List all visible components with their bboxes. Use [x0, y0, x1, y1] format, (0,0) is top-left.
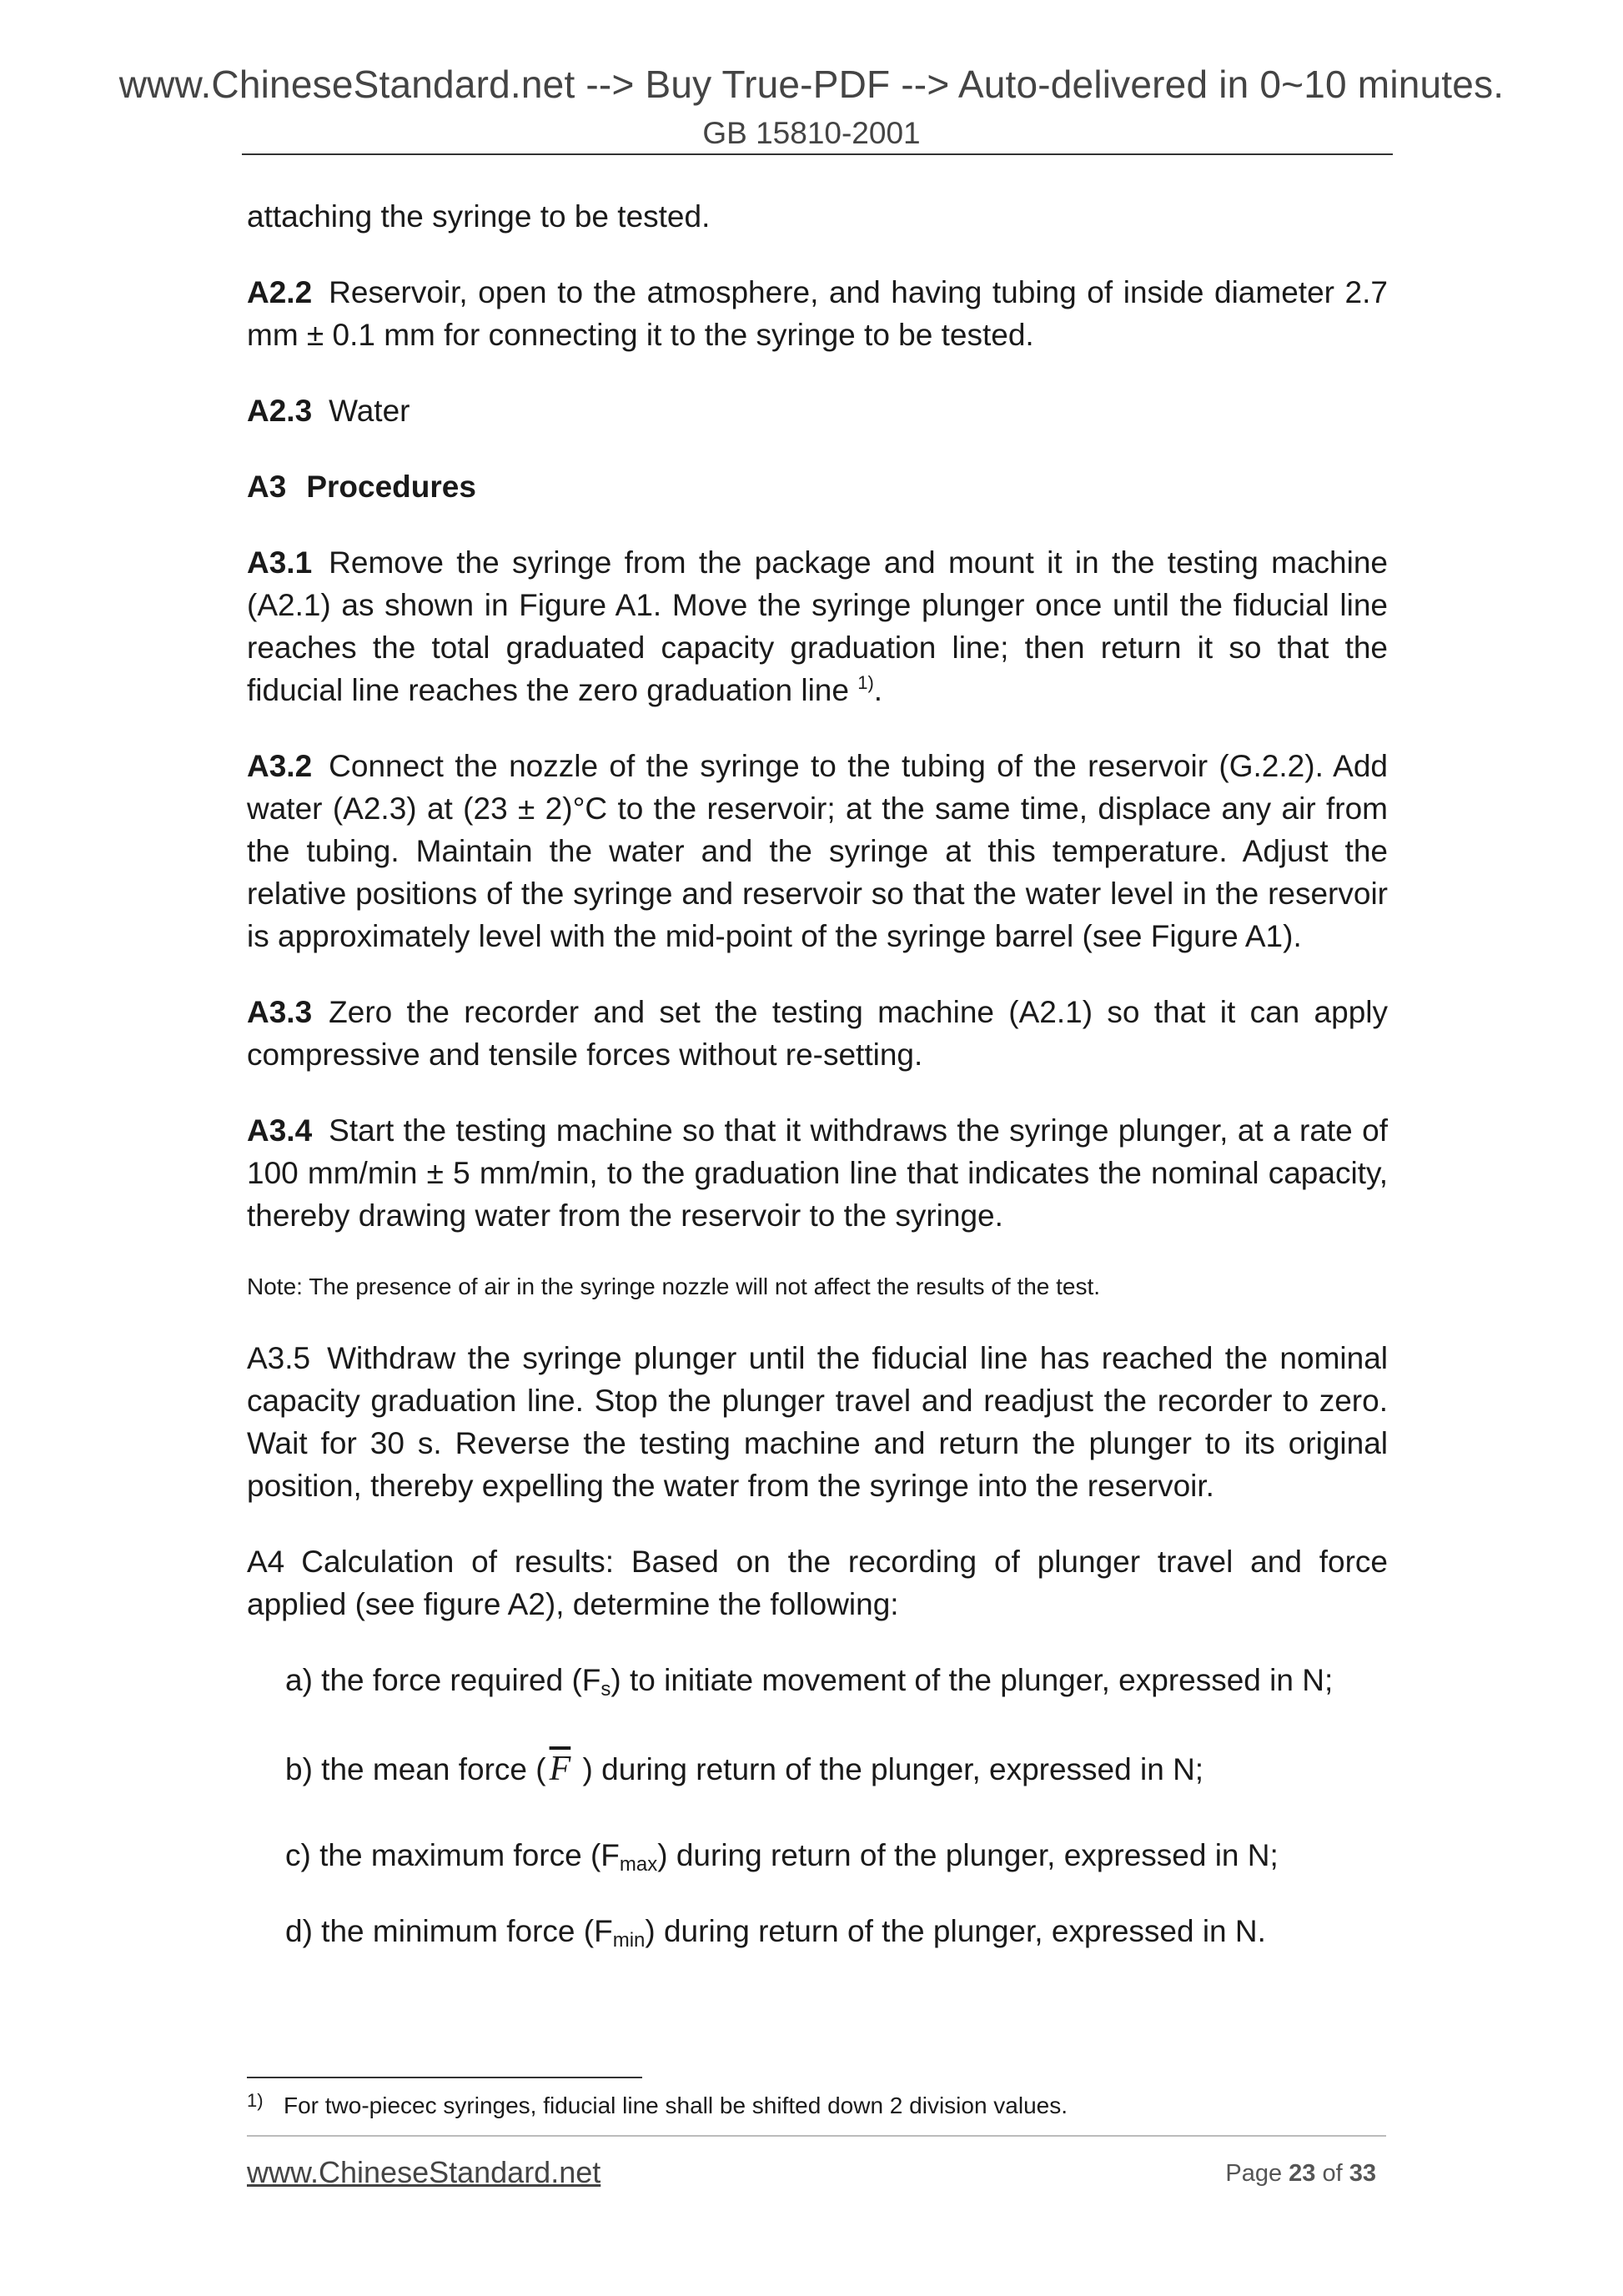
header-divider	[242, 153, 1393, 155]
clause-a2-3	[247, 389, 1388, 432]
list-text: ) during return of the plunger, expressed in N.	[645, 1914, 1266, 1948]
clause-label: A3.5	[247, 1341, 311, 1375]
page-of: of	[1322, 2160, 1343, 2187]
page-number	[1225, 2160, 1376, 2188]
footnote-mark: 1)	[247, 2090, 264, 2111]
footer-divider	[247, 2135, 1386, 2137]
site-banner: www.ChineseStandard.net --> Buy True-PDF --> Auto-delivered in 0~10 minutes.	[118, 63, 1505, 106]
clause-a2-2	[247, 271, 1388, 356]
list-item-a	[247, 1659, 1388, 1701]
clause-text: Zero the recorder and set the testing machine (A2.1) so that it can apply compressive and tensile forces without re-setting.	[247, 995, 1388, 1072]
list-text: ) during return of the plunger, expressed in N;	[657, 1838, 1279, 1872]
footnote-reference: 1)	[857, 672, 874, 693]
page-total: 33	[1349, 2160, 1376, 2187]
list-text: b) the mean force (	[285, 1752, 546, 1786]
list-text: ) during return of the plunger, expressed in N;	[574, 1752, 1204, 1786]
page-current: 23	[1289, 2160, 1316, 2187]
clause-label: A2.2	[247, 275, 313, 309]
clause-a3-2	[247, 745, 1388, 957]
subscript: max	[619, 1853, 658, 1876]
clause-label: A3.1	[247, 545, 313, 580]
subscript: s	[600, 1678, 611, 1701]
clause-label: A3.2	[247, 749, 313, 783]
footnote	[247, 2085, 1068, 2122]
clause-text: Remove the syringe from the package and mount it in the testing machine (A2.1) as shown in Figure A1. Move the syringe plunger once until the fiducial line reaches the total graduated capacity graduation line; then return it so that the fiducial line reaches the zero graduation line	[247, 545, 1388, 707]
clause-text: Withdraw the syringe plunger until the fiducial line has reached the nominal capacity graduation line. Stop the plunger travel and readjust the recorder to zero. Wait for 30 s. Reverse the testing machine and return the plunger to its original position, thereby expelling the water from the syringe into the reservoir.	[247, 1341, 1388, 1503]
clause-label: A2.3	[247, 394, 313, 428]
clause-a3-1	[247, 541, 1388, 711]
list-text: d) the minimum force (F	[285, 1914, 613, 1948]
clause-text: Connect the nozzle of the syringe to the tubing of the reservoir (G.2.2). Add water (A2.3) at (23 ± 2)°C to the reservoir; at the same time, displace any air from the tubing. Maintain the water and the syringe at this temperature. Adjust the relative positions of the syringe and reservoir so that the water level in the reservoir is approximately level with the mid-point of the syringe barrel (see Figure A1).	[247, 749, 1388, 953]
list-item-b	[247, 1748, 1388, 1791]
note: Note: The presence of air in the syringe nozzle will not affect the results of the test.	[247, 1274, 1101, 1299]
clause-text-end: .	[873, 673, 883, 707]
clause-a3-3	[247, 991, 1388, 1076]
list-text: a) the force required (F	[285, 1663, 601, 1697]
clause-text: Water	[329, 394, 410, 428]
footer-site-link[interactable]: www.ChineseStandard.net	[247, 2155, 601, 2189]
section-heading-a3	[247, 465, 1388, 508]
clause-a3-5	[247, 1337, 1388, 1507]
footnote-divider	[247, 2077, 642, 2078]
list-item-c	[247, 1834, 1388, 1876]
list-text: ) to initiate movement of the plunger, expressed in N;	[611, 1663, 1334, 1697]
page-content	[247, 195, 1388, 1952]
clause-text: Start the testing machine so that it withdraws the syringe plunger, at a rate of 100 mm/min ± 5 mm/min, to the graduation line that indicates the nominal capacity, thereby drawing water from the reservoir to the syringe.	[247, 1113, 1388, 1233]
continued-text: attaching the syringe to be tested.	[247, 199, 711, 234]
page-prefix: Page	[1225, 2160, 1283, 2187]
clause-text: Calculation of results: Based on the recording of plunger travel and force applied (see figure A2), determine the following:	[247, 1545, 1388, 1621]
section-number: A3	[247, 470, 287, 504]
clause-a4	[247, 1540, 1388, 1625]
section-title: Procedures	[306, 470, 476, 504]
clause-text: Reservoir, open to the atmosphere, and having tubing of inside diameter 2.7 mm ± 0.1 mm for connecting it to the syringe to be tested.	[247, 275, 1388, 352]
mean-force-symbol: $\overline{F}$	[549, 1750, 571, 1788]
subscript: min	[612, 1929, 646, 1952]
footnote-text: For two-piecec syringes, fiducial line shall be shifted down 2 division values.	[284, 2093, 1068, 2118]
clause-a3-4	[247, 1109, 1388, 1237]
clause-label: A4	[247, 1545, 285, 1579]
list-item-d	[247, 1910, 1388, 1952]
list-text: c) the maximum force (F	[285, 1838, 620, 1872]
clause-label: A3.4	[247, 1113, 313, 1148]
clause-label: A3.3	[247, 995, 313, 1029]
standard-number: GB 15810-2001	[702, 116, 921, 150]
